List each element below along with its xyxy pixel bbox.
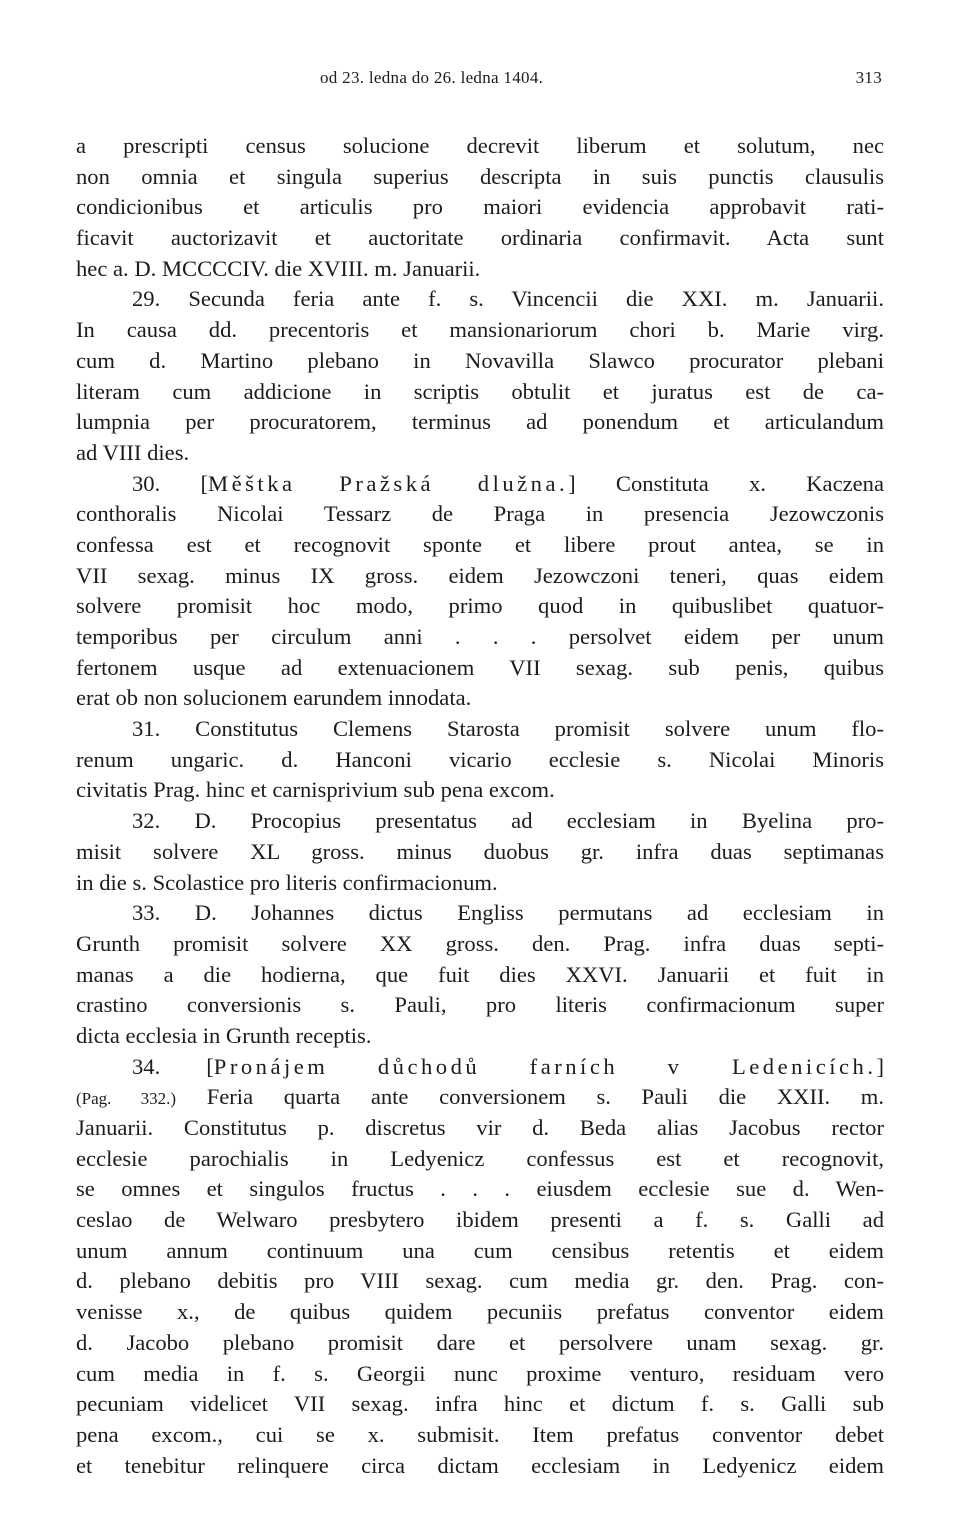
text-line: conthoralis Nicolai Tessarz de Praga in presencia Jezowczonis <box>76 501 884 527</box>
text-line: 31. Constitutus Clemens Starosta promisit solvere unum flo- <box>132 716 884 742</box>
text-line: hec a. D. MCCCCIV. die XVIII. m. Januarii. <box>76 255 481 281</box>
text-line: ceslao de Welwaro presbytero ibidem presenti a f. s. Galli ad <box>76 1207 884 1233</box>
text-line: unum annum continuum una cum censibus retentis et eidem <box>76 1237 884 1263</box>
text-line: cum media in f. s. Georgii nunc proxime venturo, residuam vero <box>76 1360 884 1386</box>
text-line: Grunth promisit solvere XX gross. den. Prag. infra duas septi- <box>76 930 884 956</box>
text-segment: Feria quarta ante conversionem s. Pauli die XXII. m. <box>176 1084 884 1110</box>
text-segment: ] <box>876 1053 884 1079</box>
text-line: d. plebano debitis pro VIII sexag. cum media gr. den. Prag. con- <box>76 1268 884 1294</box>
text-line: pecuniam videlicet VII sexag. infra hinc et dictum f. s. Galli sub <box>76 1391 884 1417</box>
text-line <box>76 469 884 500</box>
text-line: pena excom., cui se x. submisit. Item prefatus conventor debet <box>76 1421 884 1447</box>
text-line <box>76 1082 884 1113</box>
text-line: a prescripti census solucione decrevit liberum et solutum, nec <box>76 133 884 158</box>
page-header <box>0 68 960 94</box>
text-line: se omnes et singulos fructus . . . eiusdem ecclesie sue d. Wen- <box>76 1176 884 1202</box>
text-line: et tenebitur relinquere circa dictam ecclesiam in Ledyenicz eidem <box>76 1452 884 1478</box>
text-line: fertonem usque ad extenuacionem VII sexag. sub penis, quibus <box>76 654 884 680</box>
text-line: ecclesie parochialis in Ledyenicz confessus est et recognovit, <box>76 1145 884 1171</box>
page-number: 313 <box>855 68 882 87</box>
text-segment: 30. [ <box>132 470 209 496</box>
text-line: misit solvere XL gross. minus duobus gr. infra duas septimanas <box>76 838 884 864</box>
text-line: ad VIII dies. <box>76 439 190 465</box>
text-line: confessa est et recognovit sponte et libere prout antea, se in <box>76 531 884 557</box>
text-line <box>76 1052 884 1083</box>
text-line: cum d. Martino plebano in Novavilla Slawco procurator plebani <box>76 347 884 373</box>
text-segment: ] Constituta x. Kaczena <box>568 470 884 496</box>
text-line: manas a die hodierna, que fuit dies XXVI. Januarii et fuit in <box>76 961 884 987</box>
text-line: venisse x., de quibus quidem pecuniis prefatus conventor eidem <box>76 1299 884 1325</box>
text-line: temporibus per circulum anni . . . persolvet eidem per unum <box>76 624 884 649</box>
text-line: literam cum addicione in scriptis obtulit et juratus est de ca- <box>76 378 884 404</box>
text-line: solvere promisit hoc modo, primo quod in quibuslibet quatuor- <box>76 593 884 619</box>
section-heading: Měštka Pražská dlužna. <box>208 470 569 496</box>
text-line: 32. D. Procopius presentatus ad ecclesiam in Byelina pro- <box>132 808 884 834</box>
running-head: od 23. ledna do 26. ledna 1404. <box>320 68 544 87</box>
text-line: 29. Secunda feria ante f. s. Vincencii die XXI. m. Januarii. <box>132 286 884 312</box>
text-line: in die s. Scolastice pro literis confirmacionum. <box>76 869 498 895</box>
text-line: civitatis Prag. hinc et carnisprivium sub pena excom. <box>76 777 555 803</box>
text-line: condicionibus et articulis pro maiori evidencia approbavit rati- <box>76 194 884 220</box>
text-line: VII sexag. minus IX gross. eidem Jezowczoni teneri, quas eidem <box>76 562 884 588</box>
text-line: dicta ecclesia in Grunth receptis. <box>76 1022 372 1048</box>
text-line: crastino conversionis s. Pauli, pro literis confirmacionum super <box>76 992 884 1018</box>
text-line: non omnia et singula superius descripta in suis punctis clausulis <box>76 163 884 189</box>
text-line: In causa dd. precentoris et mansionariorum chori b. Marie virg. <box>76 317 884 343</box>
text-line: erat ob non solucionem earundem innodata. <box>76 685 472 711</box>
text-line: d. Jacobo plebano promisit dare et persolvere unam sexag. gr. <box>76 1329 884 1355</box>
body-text <box>76 131 884 1481</box>
text-line: 33. D. Johannes dictus Engliss permutans ad ecclesiam in <box>132 900 884 926</box>
text-line: renum ungaric. d. Hanconi vicario ecclesie s. Nicolai Minoris <box>76 746 884 772</box>
section-heading: Pronájem důchodů farních v Ledenicích. <box>213 1053 877 1079</box>
text-line: Januarii. Constitutus p. discretus vir d. Beda alias Jacobus rector <box>76 1115 884 1140</box>
text-line: lumpnia per procuratorem, terminus ad ponendum et articulandum <box>76 409 884 435</box>
page-reference: (Pag. 332.) <box>76 1089 177 1109</box>
text-line: ficavit auctorizavit et auctoritate ordinaria confirmavit. Acta sunt <box>76 225 884 251</box>
text-segment: 34. [ <box>132 1053 214 1079</box>
